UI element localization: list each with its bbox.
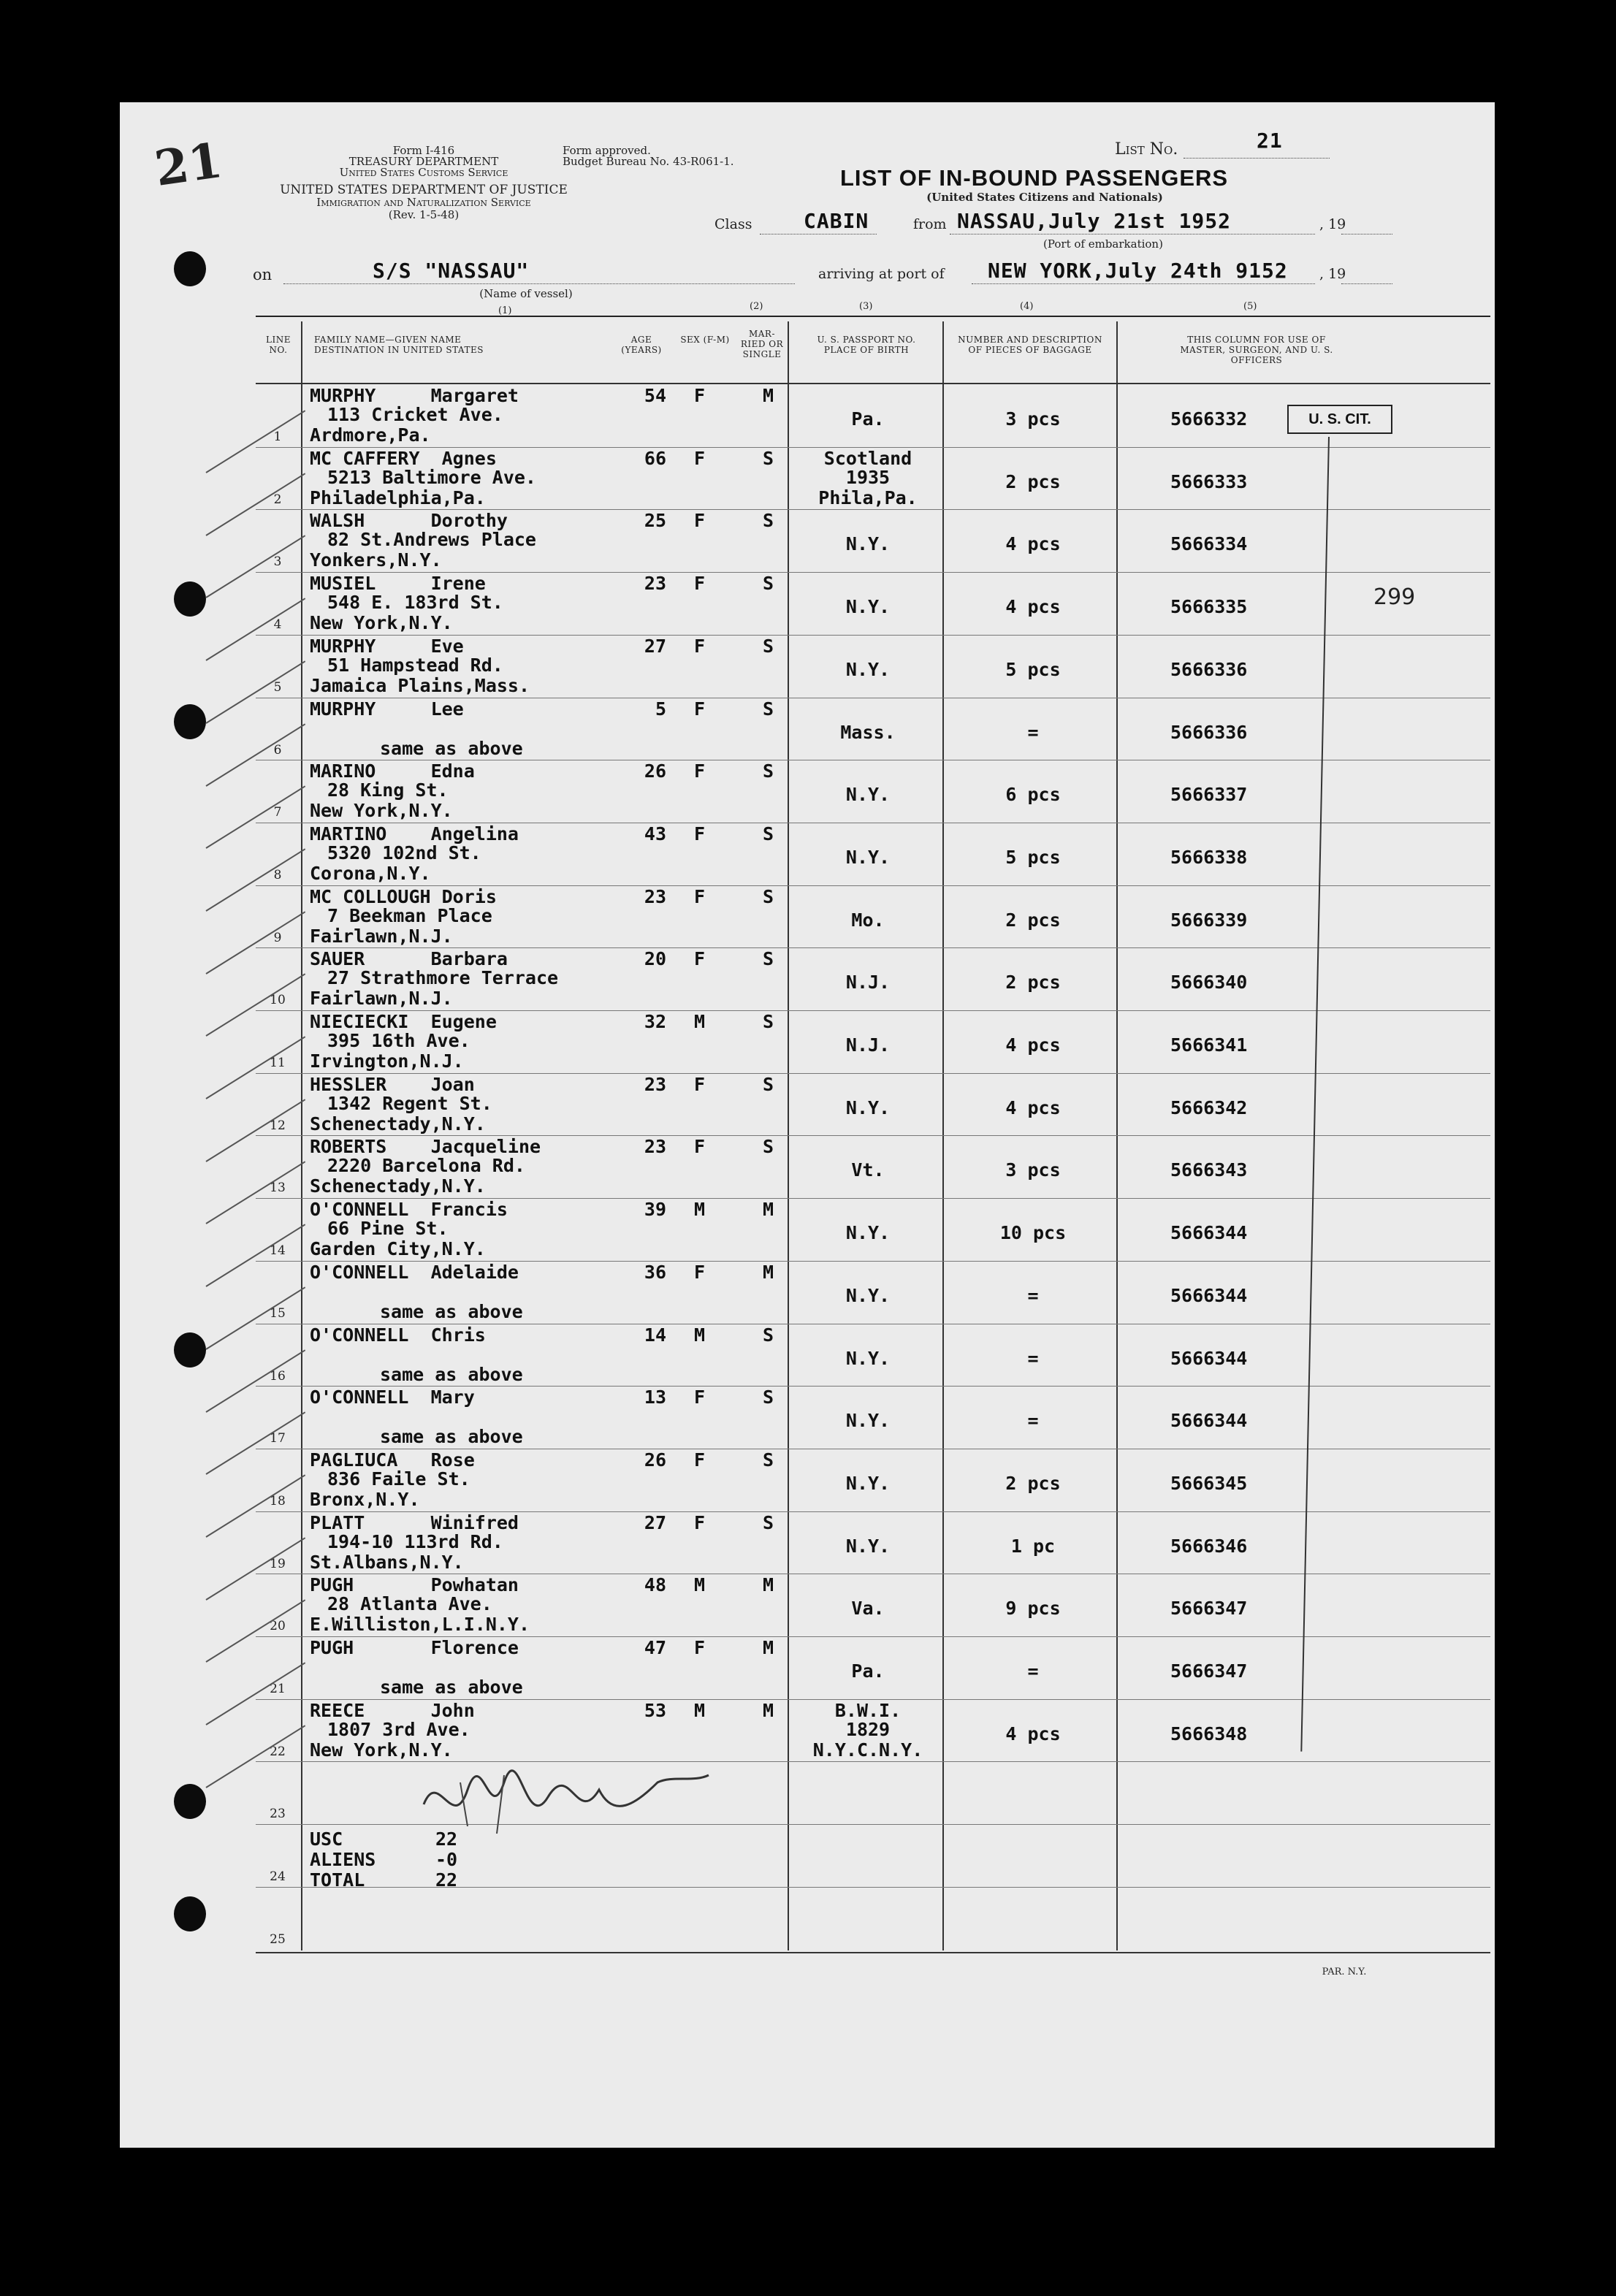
- address-line-2: New York,N.Y.: [310, 800, 453, 822]
- certificate-number: 5666333: [1170, 470, 1248, 492]
- punch-hole: [174, 581, 206, 617]
- baggage: =: [1027, 1660, 1039, 1682]
- birthplace: N.Y.: [845, 1284, 891, 1306]
- certificate-number: 5666344: [1170, 1347, 1248, 1369]
- year-suffix: , 19: [1319, 216, 1346, 232]
- age: 27: [644, 635, 666, 657]
- justice-dept: UNITED STATES DEPARTMENT OF JUSTICE: [280, 183, 568, 197]
- birthplace: Pa.: [851, 408, 885, 430]
- baggage: 4 pcs: [1005, 533, 1061, 555]
- col-num-1: (1): [498, 305, 512, 316]
- baggage: 9 pcs: [1005, 1598, 1061, 1620]
- certificate-number: 5666345: [1170, 1472, 1248, 1494]
- age: 26: [644, 1449, 666, 1471]
- address-line-2: Corona,N.Y.: [310, 862, 431, 884]
- address-line-1: 5213 Baltimore Ave.: [327, 466, 536, 488]
- baggage: 4 pcs: [1005, 1723, 1061, 1744]
- marital-status: S: [763, 1387, 774, 1408]
- line-number: 19: [270, 1556, 286, 1571]
- sex: M: [694, 1699, 706, 1721]
- baggage: 3 pcs: [1005, 1159, 1061, 1181]
- passenger-name: MURPHY Margaret: [310, 385, 519, 406]
- age: 48: [644, 1574, 666, 1596]
- baggage: 2 pcs: [1005, 1472, 1061, 1494]
- address-line-1: 27 Strathmore Terrace: [327, 967, 559, 989]
- birthplace: Pa.: [851, 1660, 885, 1682]
- line-number: 23: [270, 1807, 286, 1822]
- age: 5: [655, 698, 666, 720]
- address-line-1: 1807 3rd Ave.: [327, 1718, 470, 1740]
- address-line-2: same as above: [380, 1677, 523, 1698]
- birthplace-line-3: Phila,Pa.: [818, 487, 918, 508]
- age: 39: [644, 1199, 666, 1221]
- passenger-name: PLATT Winifred: [310, 1511, 519, 1533]
- marital-status: S: [763, 885, 774, 907]
- passenger-name: MC COLLOUGH Doris: [310, 885, 497, 907]
- ins-service: Immigration and Naturalization Service: [316, 196, 531, 209]
- header-rule: [256, 383, 1490, 384]
- form-approved: Form approved.: [563, 144, 651, 157]
- age: 53: [644, 1699, 666, 1721]
- line-number: 9: [273, 930, 282, 945]
- marital-status: S: [763, 1449, 774, 1471]
- line-number: 1: [273, 430, 282, 444]
- colhead-baggage: NUMBER AND DESCRIPTION OF PIECES OF BAGGAGE: [958, 335, 1102, 355]
- total-value: -0: [435, 1849, 458, 1870]
- birthplace-line-2: 1829: [845, 1718, 891, 1740]
- certificate-number: 5666332: [1170, 408, 1248, 430]
- baggage: 2 pcs: [1005, 909, 1061, 931]
- colhead-married: MAR-RIED OR SINGLE: [740, 329, 784, 359]
- total-label: USC: [310, 1828, 343, 1850]
- birthplace: N.Y.: [845, 1096, 891, 1118]
- baggage: =: [1027, 1284, 1039, 1306]
- line-number: 17: [270, 1431, 286, 1446]
- address-line-1: 82 St.Andrews Place: [327, 529, 536, 551]
- birthplace: N.Y.: [845, 1222, 891, 1244]
- total-label: ALIENS: [310, 1849, 376, 1870]
- address-line-2: Irvington,N.J.: [310, 1050, 464, 1072]
- birthplace-line-2: 1935: [845, 466, 891, 488]
- passenger-name: O'CONNELL Adelaide: [310, 1261, 519, 1283]
- address-line-2: Yonkers,N.Y.: [310, 549, 442, 571]
- age: 36: [644, 1261, 666, 1283]
- line-number: 10: [270, 993, 286, 1008]
- address-line-1: 194-10 113rd Rd.: [327, 1530, 503, 1552]
- from-value: NASSAU,July 21st 1952: [957, 209, 1232, 233]
- marital-status: M: [763, 1261, 774, 1283]
- birthplace: N.Y.: [845, 533, 891, 555]
- address-line-2: New York,N.Y.: [310, 612, 453, 634]
- passenger-name: HESSLER Joan: [310, 1073, 475, 1095]
- certificate-number: 5666335: [1170, 596, 1248, 618]
- birthplace: N.Y.: [845, 1410, 891, 1432]
- certificate-number: 5666343: [1170, 1159, 1248, 1181]
- age: 14: [644, 1324, 666, 1346]
- baggage: 10 pcs: [999, 1222, 1067, 1244]
- address-line-1: 836 Faile St.: [327, 1468, 470, 1490]
- col-num-2: (2): [750, 301, 763, 312]
- passenger-name: PUGH Florence: [310, 1637, 519, 1658]
- address-line-2: St.Albans,N.Y.: [310, 1551, 464, 1573]
- colhead-sex: SEX (F-M): [680, 335, 730, 345]
- age: 23: [644, 1136, 666, 1158]
- arriving-value: NEW YORK,July 24th 9152: [988, 259, 1288, 283]
- address-line-1: 7 Beekman Place: [327, 904, 492, 926]
- address-line-2: Philadelphia,Pa.: [310, 487, 486, 508]
- sex: F: [694, 1511, 706, 1533]
- certificate-number: 5666346: [1170, 1535, 1248, 1557]
- marital-status: S: [763, 1011, 774, 1032]
- passenger-name: NIECIECKI Eugene: [310, 1011, 497, 1032]
- line-number: 6: [273, 742, 282, 758]
- line-number: 4: [273, 617, 282, 633]
- address-line-1: 548 E. 183rd St.: [327, 592, 503, 614]
- line-number: 2: [273, 492, 282, 507]
- passenger-name: PAGLIUCA Rose: [310, 1449, 475, 1471]
- age: 20: [644, 948, 666, 970]
- birthplace: N.Y.: [845, 846, 891, 868]
- marital-status: S: [763, 510, 774, 532]
- passenger-name: MARINO Edna: [310, 760, 475, 782]
- baggage: 6 pcs: [1005, 784, 1061, 806]
- address-line-1: 51 Hampstead Rd.: [327, 654, 503, 676]
- colhead-passport: U. S. PASSPORT NO. PLACE OF BIRTH: [817, 335, 916, 355]
- marital-status: S: [763, 1511, 774, 1533]
- handwritten-list-number: 21: [151, 131, 226, 198]
- baggage: 4 pcs: [1005, 1034, 1061, 1056]
- birthplace: Vt.: [851, 1159, 885, 1181]
- age: 23: [644, 573, 666, 595]
- age: 66: [644, 447, 666, 469]
- sex: F: [694, 635, 706, 657]
- budget-bureau: Budget Bureau No. 43-R061-1.: [563, 155, 734, 168]
- birthplace: N.Y.: [845, 1472, 891, 1494]
- line-number: 22: [270, 1744, 286, 1759]
- age: 23: [644, 1073, 666, 1095]
- passenger-name: REECE John: [310, 1699, 475, 1721]
- marital-status: S: [763, 760, 774, 782]
- line-number: 16: [270, 1368, 286, 1384]
- col-num-5: (5): [1243, 301, 1257, 312]
- form-title: LIST OF IN-BOUND PASSENGERS: [840, 165, 1229, 191]
- sex: M: [694, 1324, 706, 1346]
- address-line-1: 28 King St.: [327, 779, 449, 801]
- sex: F: [694, 885, 706, 907]
- certificate-number: 5666342: [1170, 1096, 1248, 1118]
- marital-status: S: [763, 698, 774, 720]
- baggage: 2 pcs: [1005, 972, 1061, 993]
- colhead-line: LINE NO.: [266, 335, 291, 355]
- port-caption: (Port of embarkation): [1043, 237, 1163, 251]
- certificate-number: 5666336: [1170, 721, 1248, 743]
- birthplace: N.J.: [845, 972, 891, 993]
- class-label: Class: [714, 216, 752, 232]
- passenger-name: MURPHY Eve: [310, 635, 464, 657]
- treasury-dept: TREASURY DEPARTMENT: [348, 155, 499, 168]
- address-line-1: 113 Cricket Ave.: [327, 404, 503, 425]
- age: 26: [644, 760, 666, 782]
- certificate-number: 5666344: [1170, 1222, 1248, 1244]
- certificate-number: 5666344: [1170, 1410, 1248, 1432]
- list-no-label: List No.: [1115, 140, 1178, 159]
- form-id: Form I-416: [392, 144, 455, 157]
- marital-status: S: [763, 823, 774, 844]
- baggage: 5 pcs: [1005, 846, 1061, 868]
- passenger-name: WALSH Dorothy: [310, 510, 508, 532]
- sex: M: [694, 1574, 706, 1596]
- marital-status: M: [763, 1574, 774, 1596]
- age: 32: [644, 1011, 666, 1032]
- sex: M: [694, 1199, 706, 1221]
- year-suffix: , 19: [1319, 266, 1346, 282]
- baggage: 2 pcs: [1005, 470, 1061, 492]
- passenger-name: MARTINO Angelina: [310, 823, 519, 844]
- vessel-caption: (Name of vessel): [479, 287, 573, 300]
- birthplace: N.Y.: [845, 596, 891, 618]
- address-line-2: Jamaica Plains,Mass.: [310, 674, 530, 696]
- line-number: 12: [270, 1118, 286, 1133]
- certificate-number: 5666336: [1170, 658, 1248, 680]
- address-line-1: 395 16th Ave.: [327, 1030, 470, 1051]
- colhead-officers: THIS COLUMN FOR USE OF MASTER, SURGEON, AND U. S. OFFICERS: [1180, 335, 1333, 365]
- customs-service: United States Customs Service: [339, 166, 508, 179]
- line-number: 13: [270, 1181, 286, 1196]
- line-number: 24: [270, 1869, 286, 1885]
- marital-status: M: [763, 1699, 774, 1721]
- certificate-number: 5666334: [1170, 533, 1248, 555]
- list-no-value: 21: [1257, 129, 1283, 153]
- passenger-name: MURPHY Lee: [310, 698, 464, 720]
- marital-status: S: [763, 635, 774, 657]
- address-line-1: 28 Atlanta Ave.: [327, 1593, 492, 1615]
- baggage: 5 pcs: [1005, 658, 1061, 680]
- address-line-1: 2220 Barcelona Rd.: [327, 1155, 525, 1177]
- on-label: on: [253, 266, 272, 283]
- address-line-2: same as above: [380, 1426, 523, 1448]
- address-line-1: 1342 Regent St.: [327, 1092, 492, 1114]
- line-number: 21: [270, 1682, 286, 1696]
- punch-hole: [174, 1332, 206, 1368]
- sex: F: [694, 1073, 706, 1095]
- sex: F: [694, 1637, 706, 1658]
- revision: (Rev. 1-5-48): [388, 208, 460, 221]
- form-subtitle: (United States Citizens and Nationals): [926, 191, 1163, 204]
- certificate-number: 5666347: [1170, 1598, 1248, 1620]
- line-number: 5: [273, 679, 282, 695]
- sex: F: [694, 760, 706, 782]
- certificate-number: 5666339: [1170, 909, 1248, 931]
- address-line-2: same as above: [380, 737, 523, 759]
- sex: F: [694, 1449, 706, 1471]
- birthplace-line-3: N.Y.C.N.Y.: [812, 1739, 923, 1761]
- marital-status: S: [763, 1073, 774, 1095]
- line-number: 8: [273, 867, 282, 882]
- baggage: =: [1027, 1410, 1039, 1432]
- punch-hole: [174, 704, 206, 739]
- birthplace: N.Y.: [845, 784, 891, 806]
- age: 23: [644, 885, 666, 907]
- birthplace: B.W.I.: [834, 1699, 902, 1721]
- sex: M: [694, 1011, 706, 1032]
- address-line-2: E.Williston,L.I.N.Y.: [310, 1614, 530, 1636]
- passenger-name: PUGH Powhatan: [310, 1574, 519, 1596]
- from-label: from: [913, 216, 947, 232]
- age: 43: [644, 823, 666, 844]
- address-line-2: Fairlawn,N.J.: [310, 925, 453, 947]
- address-line-2: Schenectady,N.Y.: [310, 1113, 486, 1134]
- line-number: 7: [273, 805, 282, 820]
- sex: F: [694, 698, 706, 720]
- baggage: =: [1027, 721, 1039, 743]
- baggage: =: [1027, 1347, 1039, 1369]
- passenger-name: O'CONNELL Francis: [310, 1199, 508, 1221]
- age: 25: [644, 510, 666, 532]
- marital-status: M: [763, 1199, 774, 1221]
- birthplace: N.Y.: [845, 658, 891, 680]
- total-label: TOTAL: [310, 1869, 365, 1891]
- certificate-number: 5666347: [1170, 1660, 1248, 1682]
- address-line-2: Schenectady,N.Y.: [310, 1175, 486, 1197]
- address-line-2: Ardmore,Pa.: [310, 424, 431, 446]
- punch-hole: [174, 251, 206, 286]
- passenger-name: O'CONNELL Mary: [310, 1387, 475, 1408]
- age: 13: [644, 1387, 666, 1408]
- printer-mark: PAR. N.Y.: [1322, 1967, 1367, 1977]
- address-line-2: New York,N.Y.: [310, 1739, 453, 1761]
- line-number: 15: [270, 1305, 286, 1321]
- marital-status: S: [763, 948, 774, 970]
- passenger-name: ROBERTS Jacqueline: [310, 1136, 541, 1158]
- line-number: 25: [270, 1931, 286, 1947]
- birthplace: N.Y.: [845, 1535, 891, 1557]
- sex: F: [694, 447, 706, 469]
- marital-status: M: [763, 385, 774, 406]
- col-num-4: (4): [1020, 301, 1034, 312]
- vessel-value: S/S "NASSAU": [373, 259, 530, 283]
- age: 27: [644, 1511, 666, 1533]
- marital-status: S: [763, 1136, 774, 1158]
- address-line-2: Bronx,N.Y.: [310, 1488, 420, 1510]
- line-number: 14: [270, 1243, 286, 1259]
- sex: F: [694, 385, 706, 406]
- marital-status: S: [763, 1324, 774, 1346]
- us-citizen-stamp: U. S. CIT.: [1287, 405, 1392, 434]
- certificate-number: 5666341: [1170, 1034, 1248, 1056]
- baggage: 4 pcs: [1005, 596, 1061, 618]
- sex: F: [694, 1261, 706, 1283]
- age: 47: [644, 1637, 666, 1658]
- marital-status: M: [763, 1637, 774, 1658]
- passenger-name: O'CONNELL Chris: [310, 1324, 486, 1346]
- baggage: 1 pc: [1010, 1535, 1056, 1557]
- colhead-name: FAMILY NAME—GIVEN NAME DESTINATION IN UNITED STATES: [314, 335, 484, 355]
- marital-status: S: [763, 573, 774, 595]
- total-value: 22: [435, 1869, 458, 1891]
- birthplace: Va.: [851, 1598, 885, 1620]
- address-line-2: same as above: [380, 1300, 523, 1322]
- birthplace: Mo.: [851, 909, 885, 931]
- line-number: 11: [270, 1056, 286, 1070]
- line-number: 18: [270, 1493, 286, 1509]
- address-line-1: 66 Pine St.: [327, 1218, 449, 1240]
- sex: F: [694, 1387, 706, 1408]
- address-line-2: Fairlawn,N.J.: [310, 988, 453, 1010]
- address-line-1: 5320 102nd St.: [327, 842, 481, 863]
- officer-signature: [416, 1753, 723, 1856]
- colhead-age: AGE (YEARS): [621, 335, 662, 355]
- baggage: 3 pcs: [1005, 408, 1061, 430]
- sex: F: [694, 573, 706, 595]
- line-number: 20: [270, 1619, 286, 1634]
- col-num-3: (3): [859, 301, 873, 312]
- address-line-2: same as above: [380, 1363, 523, 1385]
- certificate-number: 5666337: [1170, 784, 1248, 806]
- sex: F: [694, 510, 706, 532]
- baggage: 4 pcs: [1005, 1096, 1061, 1118]
- marital-status: S: [763, 447, 774, 469]
- certificate-number: 5666344: [1170, 1284, 1248, 1306]
- line-number: 3: [273, 554, 282, 570]
- margin-note: 299: [1373, 584, 1416, 610]
- birthplace: Mass.: [840, 721, 896, 743]
- punch-hole: [174, 1896, 206, 1931]
- arriving-label: arriving at port of: [818, 266, 945, 282]
- passenger-name: SAUER Barbara: [310, 948, 508, 970]
- age: 54: [644, 385, 666, 406]
- certificate-number: 5666348: [1170, 1723, 1248, 1744]
- sex: F: [694, 823, 706, 844]
- sex: F: [694, 948, 706, 970]
- birthplace: N.J.: [845, 1034, 891, 1056]
- passenger-name: MC CAFFERY Agnes: [310, 447, 497, 469]
- punch-hole: [174, 1784, 206, 1819]
- certificate-number: 5666340: [1170, 972, 1248, 993]
- birthplace: N.Y.: [845, 1347, 891, 1369]
- total-value: 22: [435, 1828, 458, 1850]
- address-line-2: Garden City,N.Y.: [310, 1238, 486, 1260]
- class-value: CABIN: [804, 209, 869, 233]
- birthplace: Scotland: [823, 447, 912, 469]
- passenger-name: MUSIEL Irene: [310, 573, 486, 595]
- sex: F: [694, 1136, 706, 1158]
- certificate-number: 5666338: [1170, 846, 1248, 868]
